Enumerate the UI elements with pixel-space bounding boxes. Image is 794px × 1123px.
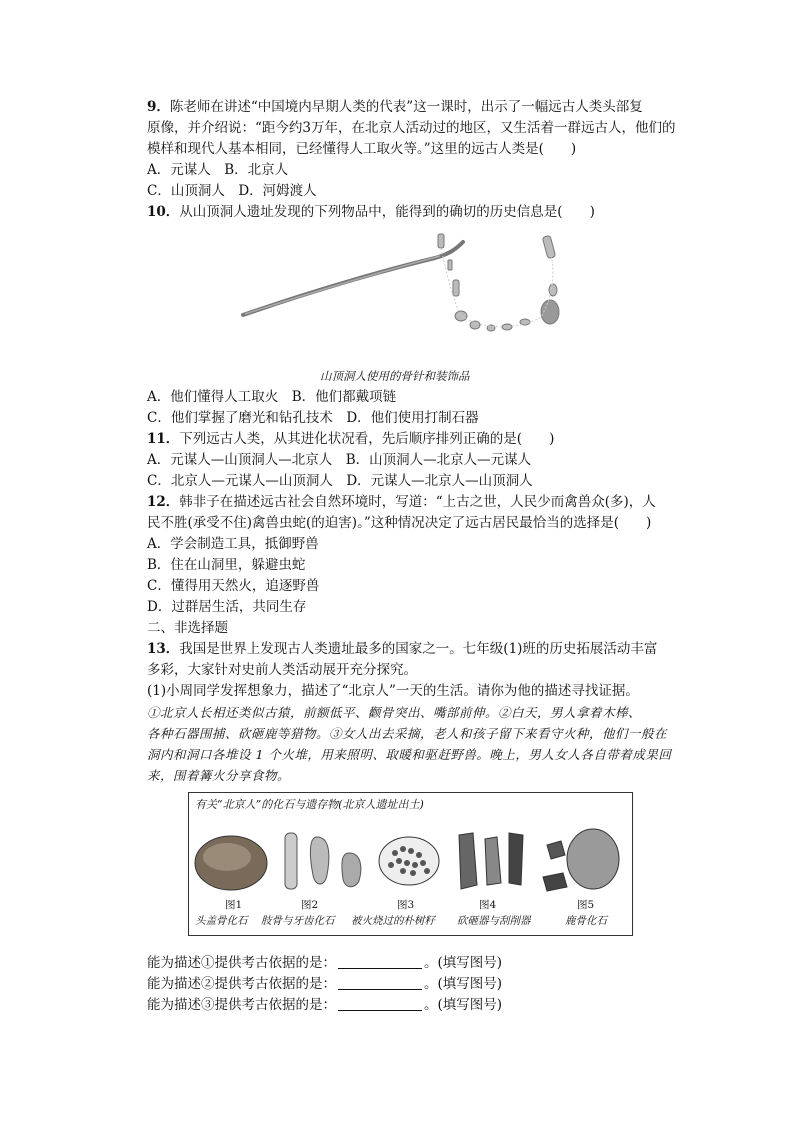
q9-line1 bbox=[147, 97, 643, 118]
q9-options-ab: A．元谋人 B．北京人 bbox=[147, 162, 289, 178]
q13-text-1: 我国是世界上发现古人类遗址最多的国家之一。七年级(1)班的历史拓展活动丰富 bbox=[179, 641, 658, 657]
figure-caption-5: 鹿骨化石 bbox=[565, 915, 607, 927]
q13-description-2: 各种石器围捕、砍砸鹿等猎物。③女人出去采摘，老人和孩子留下来看守火种，他们一般在 bbox=[147, 726, 668, 741]
figure-label-2: 图2 bbox=[301, 899, 319, 911]
answer-3-suffix: 。(填写图号) bbox=[424, 997, 503, 1013]
q10-number: 10． bbox=[147, 204, 180, 220]
limb-bone-icon bbox=[285, 833, 297, 889]
q13-description-1: ①北京人长相还类似古猿，前额低平、颧骨突出、嘴部前伸。②白天，男人拿着木棒、 bbox=[147, 705, 642, 720]
deer-bone-fragment-icon-2 bbox=[543, 873, 567, 891]
q13-number: 13． bbox=[147, 641, 180, 657]
tooth-fossil-icon-2 bbox=[342, 853, 361, 887]
tooth-fossil-icon bbox=[310, 837, 328, 884]
q12-number: 12． bbox=[147, 494, 180, 510]
figure-caption-4: 砍砸器与刮削器 bbox=[457, 915, 531, 927]
q12-line2: 民不胜(承受不住)禽兽虫蛇(的迫害)。”这种情况决定了远古居民最恰当的选择是( ) bbox=[147, 515, 652, 531]
q10-options-ab: A．他们懂得人工取火 B．他们都戴项链 bbox=[147, 389, 397, 405]
q12-option-c: C．懂得用天然火，追逐野兽 bbox=[147, 578, 320, 594]
q11-number: 11． bbox=[147, 431, 180, 447]
q12-option-a: A．学会制造工具，抵御野兽 bbox=[147, 536, 319, 552]
skull-highlight bbox=[203, 843, 251, 871]
q10-line1 bbox=[147, 202, 595, 223]
q9-options-cd: C．山顶洞人 D．河姆渡人 bbox=[147, 183, 317, 199]
chopper-tool-icon bbox=[459, 833, 477, 889]
answer-3-blank[interactable] bbox=[338, 996, 422, 1011]
q12-option-d: D．过群居生活，共同生存 bbox=[147, 599, 307, 615]
q13-subquestion-1: (1)小周同学发挥想象力，描述了“北京人”一天的生活。请你为他的描述寻找证据。 bbox=[147, 683, 639, 699]
q13-line1 bbox=[147, 639, 657, 660]
figure-label-1: 图1 bbox=[225, 899, 243, 911]
figure-label-5: 图5 bbox=[577, 899, 595, 911]
q9-number: 9． bbox=[147, 99, 170, 115]
answer-1-prefix: 能为描述①提供考古依据的是： bbox=[147, 955, 336, 971]
q11-text-1: 下列远古人类，从其进化状况看，先后顺序排列正确的是( ) bbox=[179, 431, 555, 447]
q10-text-1: 从山顶洞人遗址发现的下列物品中，能得到的确切的历史信息是( ) bbox=[179, 204, 595, 220]
figure-title: 有关“北京人”的化石与遗存物(北京人遗址出土) bbox=[195, 798, 424, 811]
scraper-tool-icon bbox=[485, 837, 501, 885]
q12-option-b: B．住在山洞里，躲避虫蛇 bbox=[147, 557, 306, 573]
stone-tool-icon bbox=[509, 833, 523, 885]
q13-description-3: 洞内和洞口各堆设 1 个火堆，用来照明、取暖和驱赶野兽。晚上，男人女人各自带着成果回 bbox=[147, 747, 672, 762]
q12-text-1: 韩非子在描述远古社会自然环境时，写道：“上古之世，人民少而禽兽众(多)，人 bbox=[179, 494, 656, 510]
figure-label-4: 图4 bbox=[479, 899, 497, 911]
q9-text-1: 陈老师在讲述“中国境内早期人类的代表”这一课时，出示了一幅远古人类头部复 bbox=[169, 99, 643, 115]
answer-2-blank[interactable] bbox=[338, 975, 422, 990]
q9-line3: 模样和现代人基本相同，已经懂得人工取火等。”这里的远古人类是( ) bbox=[147, 141, 577, 157]
answer-3-prefix: 能为描述③提供考古依据的是： bbox=[147, 997, 336, 1013]
bone-needle-and-ornaments-image bbox=[235, 230, 575, 350]
answer-1-suffix: 。(填写图号) bbox=[424, 955, 503, 971]
deer-skull-fossil-icon bbox=[567, 829, 619, 889]
q10-figure-caption: 山顶洞人使用的骨针和装饰品 bbox=[320, 369, 470, 383]
answer-row-2 bbox=[147, 974, 502, 995]
q13-description-4: 来，围着篝火分享食物。 bbox=[147, 768, 291, 783]
q11-line1 bbox=[147, 429, 554, 450]
section-heading: 二、非选择题 bbox=[147, 620, 228, 636]
figure-caption-2: 肢骨与牙齿化石 bbox=[261, 915, 335, 927]
figure-caption-1: 头盖骨化石 bbox=[195, 915, 248, 927]
q11-options-cd: C．北京人—元谋人—山顶洞人 D．元谋人—北京人—山顶洞人 bbox=[147, 473, 533, 489]
peking-man-fossils-figure bbox=[188, 792, 633, 936]
bone-needle-highlight bbox=[245, 256, 440, 314]
figure-label-3: 图3 bbox=[397, 899, 415, 911]
q13-line2: 多彩，大家针对史前人类活动展开充分探究。 bbox=[147, 662, 417, 678]
answer-row-3 bbox=[147, 995, 502, 1016]
answer-2-prefix: 能为描述②提供考古依据的是： bbox=[147, 976, 336, 992]
q10-options-cd: C．他们掌握了磨光和钻孔技术 D．他们使用打制石器 bbox=[147, 410, 479, 426]
answer-1-blank[interactable] bbox=[338, 954, 422, 969]
answer-row-1 bbox=[147, 953, 502, 974]
q11-options-ab: A．元谋人—山顶洞人—北京人 B．山顶洞人—北京人—元谋人 bbox=[147, 452, 532, 468]
answer-2-suffix: 。(填写图号) bbox=[424, 976, 503, 992]
deer-bone-fragment-icon bbox=[547, 841, 565, 859]
figure-caption-3: 被火烧过的朴树籽 bbox=[351, 915, 435, 927]
q12-line1 bbox=[147, 492, 656, 513]
q9-line2: 原像，并介绍说：“距今约3万年，在北京人活动过的地区，又生活着一群远古人，他们的 bbox=[147, 120, 676, 136]
